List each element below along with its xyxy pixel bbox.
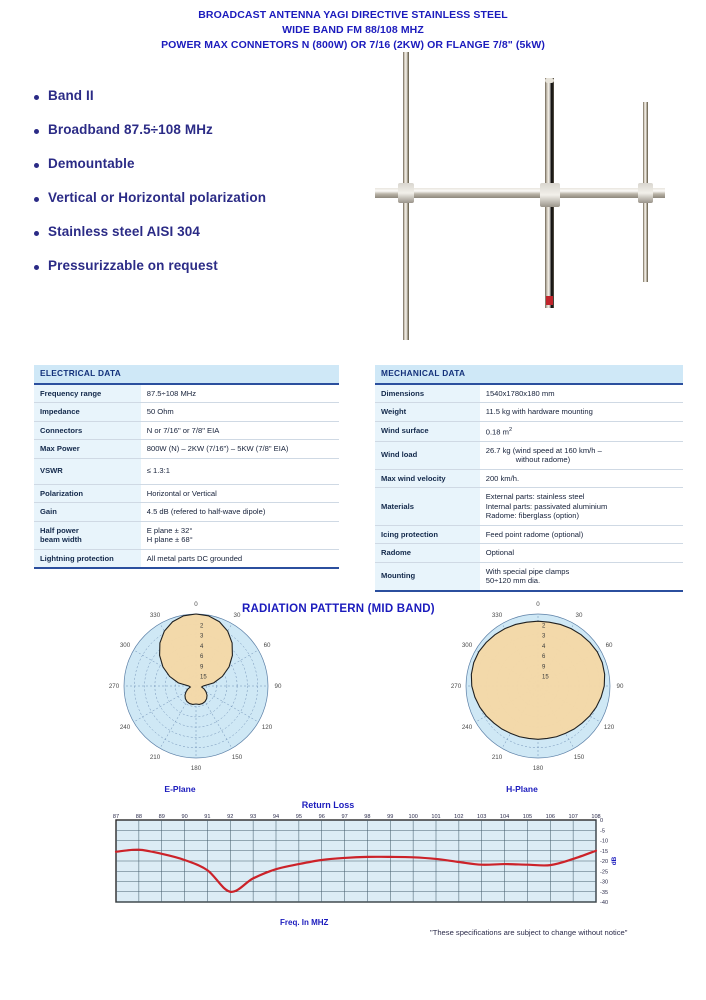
svg-text:9: 9 xyxy=(542,664,546,671)
feature-label: Broadband 87.5÷108 MHz xyxy=(48,122,213,137)
svg-text:103: 103 xyxy=(477,814,487,820)
svg-text:330: 330 xyxy=(149,611,161,619)
svg-text:15: 15 xyxy=(200,674,207,681)
svg-text:270: 270 xyxy=(108,683,120,690)
wind-surface-number: 0.18 m xyxy=(485,427,509,437)
materials-line1: External parts: stainless steel xyxy=(485,492,585,502)
row-key-line1: Half power xyxy=(40,525,79,535)
table-row xyxy=(375,403,683,422)
svg-text:300: 300 xyxy=(119,642,131,649)
row-value-halfpower xyxy=(141,521,339,549)
svg-text:107: 107 xyxy=(568,814,578,820)
row-key: Wind surface xyxy=(375,421,480,441)
row-key: Connectors xyxy=(34,421,141,440)
svg-text:100: 100 xyxy=(408,814,418,820)
row-value: 11.5 kg with hardware mounting xyxy=(480,403,683,422)
table-row xyxy=(375,525,683,544)
svg-text:3: 3 xyxy=(200,633,204,640)
svg-text:92: 92 xyxy=(227,814,234,820)
svg-text:30: 30 xyxy=(233,611,241,619)
svg-text:-35: -35 xyxy=(600,889,609,896)
return-loss-chart xyxy=(72,812,642,927)
feed-point-marker xyxy=(546,296,553,305)
row-value-line1: E plane ± 32° xyxy=(146,525,193,535)
svg-text:102: 102 xyxy=(454,814,464,820)
svg-text:6: 6 xyxy=(542,654,546,661)
svg-text:94: 94 xyxy=(272,814,280,820)
svg-text:101: 101 xyxy=(431,814,441,820)
svg-text:4: 4 xyxy=(200,643,204,650)
table-row xyxy=(34,458,339,484)
driven-element-cap xyxy=(545,78,554,83)
row-key: Max Power xyxy=(34,440,141,459)
svg-text:240: 240 xyxy=(119,724,131,731)
row-value: All metal parts DC grounded xyxy=(141,549,339,568)
materials-line3: Radome: fiberglass (option) xyxy=(485,511,579,521)
mounting-line1: With special pipe clamps xyxy=(485,566,570,576)
svg-text:87: 87 xyxy=(112,814,120,820)
svg-text:120: 120 xyxy=(261,724,273,731)
title-line-3: POWER MAX CONNETORS N (800W) OR 7/16 (2KW) OR FLANGE 7/8" (5kW) xyxy=(161,39,545,51)
svg-text:dB: dB xyxy=(611,856,618,866)
row-value: 1540x1780x180 mm xyxy=(480,384,683,403)
svg-text:-20: -20 xyxy=(600,859,609,865)
feature-label: Vertical or Horizontal polarization xyxy=(48,190,267,205)
svg-text:4: 4 xyxy=(542,643,546,650)
antenna-product-photo xyxy=(375,50,695,350)
svg-text:88: 88 xyxy=(135,814,142,820)
row-key: Radome xyxy=(375,544,480,563)
table-row xyxy=(34,521,339,549)
list-item xyxy=(34,88,364,104)
svg-text:150: 150 xyxy=(231,754,243,762)
antenna-boom xyxy=(375,188,665,198)
svg-text:270: 270 xyxy=(450,683,462,690)
svg-text:90: 90 xyxy=(181,814,188,820)
svg-text:89: 89 xyxy=(158,814,165,820)
row-key: VSWR xyxy=(34,458,141,484)
row-key: Mounting xyxy=(375,562,480,591)
electrical-data-table xyxy=(34,365,339,569)
list-item xyxy=(34,122,364,138)
svg-text:180: 180 xyxy=(190,765,202,772)
svg-text:104: 104 xyxy=(499,814,510,820)
bullet-dot-icon xyxy=(34,95,39,100)
row-value: N or 7/16" or 7/8" EIA xyxy=(141,421,339,440)
table-row xyxy=(375,421,683,441)
row-value: Feed point radome (optional) xyxy=(480,525,683,544)
bullet-dot-icon xyxy=(34,163,39,168)
table-header-row xyxy=(34,365,339,384)
row-value: 4.5 dB (refered to half-wave dipole) xyxy=(141,503,339,522)
mechanical-data-title: MECHANICAL DATA xyxy=(375,365,683,384)
table-row xyxy=(375,384,683,403)
svg-text:300: 300 xyxy=(461,642,473,649)
feature-list xyxy=(34,88,364,292)
row-key: Max wind velocity xyxy=(375,469,480,488)
svg-text:180: 180 xyxy=(532,765,544,772)
polar-chart-e-plane xyxy=(96,588,296,789)
svg-text:106: 106 xyxy=(545,814,555,820)
row-value-mounting xyxy=(480,562,683,591)
row-key-line2: beam width xyxy=(40,535,82,544)
mechanical-data-table xyxy=(375,365,683,592)
row-key: Impedance xyxy=(34,403,141,422)
table-row xyxy=(34,384,339,403)
svg-text:-5: -5 xyxy=(600,828,605,835)
row-value-line2: H plane ± 68° xyxy=(146,535,193,544)
row-key: Wind load xyxy=(375,441,480,469)
feature-label: Stainless steel AISI 304 xyxy=(48,224,200,239)
svg-text:0: 0 xyxy=(536,601,540,608)
footnote-disclaimer: "These specifications are subject to change without notice" xyxy=(430,928,628,937)
svg-text:93: 93 xyxy=(250,814,257,820)
svg-text:95: 95 xyxy=(295,814,302,820)
bullet-dot-icon xyxy=(34,129,39,134)
svg-text:210: 210 xyxy=(491,754,503,762)
table-header-row xyxy=(375,365,683,384)
svg-text:9: 9 xyxy=(200,664,204,671)
table-row xyxy=(375,441,683,469)
table-row xyxy=(375,562,683,591)
svg-text:210: 210 xyxy=(149,754,161,762)
title-line-2: WIDE BAND FM 88/108 MHZ xyxy=(282,24,424,36)
title-line-1: BROADCAST ANTENNA YAGI DIRECTIVE STAINLESS STEEL xyxy=(198,9,508,21)
svg-text:150: 150 xyxy=(573,754,585,762)
feature-label: Pressurizzable on request xyxy=(48,258,218,273)
element-clamp xyxy=(398,183,414,203)
polar-chart-h-plane xyxy=(438,588,638,789)
bullet-dot-icon xyxy=(34,231,39,236)
return-loss-xlabel: Freq. In MHZ xyxy=(280,918,329,927)
row-key: Materials xyxy=(375,488,480,526)
table-row xyxy=(34,421,339,440)
svg-text:108: 108 xyxy=(591,814,601,820)
svg-text:0: 0 xyxy=(194,601,198,608)
svg-text:98: 98 xyxy=(364,814,371,820)
bullet-dot-icon xyxy=(34,265,39,270)
svg-text:6: 6 xyxy=(200,654,204,661)
row-key: Icing protection xyxy=(375,525,480,544)
svg-text:-10: -10 xyxy=(600,838,609,845)
row-key: Gain xyxy=(34,503,141,522)
svg-text:105: 105 xyxy=(522,814,533,820)
svg-text:330: 330 xyxy=(491,611,503,619)
list-item xyxy=(34,190,364,206)
svg-text:2: 2 xyxy=(542,623,546,630)
table-row xyxy=(34,403,339,422)
svg-text:240: 240 xyxy=(461,724,473,731)
row-key: Polarization xyxy=(34,484,141,503)
row-value: 87.5÷108 MHz xyxy=(141,384,339,403)
row-value-materials xyxy=(480,488,683,526)
svg-text:30: 30 xyxy=(575,611,583,619)
table-row xyxy=(34,484,339,503)
e-plane-label: E-Plane xyxy=(164,784,196,794)
list-item xyxy=(34,224,364,240)
svg-text:3: 3 xyxy=(542,633,546,640)
svg-text:15: 15 xyxy=(542,674,549,681)
svg-text:120: 120 xyxy=(603,724,615,731)
bullet-dot-icon xyxy=(34,197,39,202)
wind-load-line1: 26.7 kg (wind speed at 160 km/h – xyxy=(485,445,602,455)
svg-text:91: 91 xyxy=(204,814,211,820)
svg-text:0: 0 xyxy=(600,818,604,824)
return-loss-title xyxy=(0,800,706,810)
svg-text:60: 60 xyxy=(263,642,271,649)
wind-surface-exponent: 2 xyxy=(508,426,513,433)
element-clamp xyxy=(540,183,560,207)
svg-text:99: 99 xyxy=(387,814,394,820)
svg-text:60: 60 xyxy=(605,642,613,649)
row-key: Dimensions xyxy=(375,384,480,403)
mounting-line2: 50÷120 mm dia. xyxy=(485,576,541,586)
svg-text:-25: -25 xyxy=(600,869,609,876)
return-loss-title-text: Return Loss xyxy=(301,800,355,810)
radiation-pattern-title: RADIATION PATTERN (MID BAND) xyxy=(242,603,435,615)
row-key-halfpower xyxy=(34,521,141,549)
feature-label: Demountable xyxy=(48,156,135,171)
svg-text:90: 90 xyxy=(274,683,282,690)
electrical-data-title: ELECTRICAL DATA xyxy=(34,365,339,384)
row-value: ≤ 1.3:1 xyxy=(141,458,339,484)
svg-text:-30: -30 xyxy=(600,879,609,886)
list-item xyxy=(34,258,364,274)
feature-label: Band II xyxy=(48,88,94,103)
element-clamp xyxy=(638,183,653,203)
table-row xyxy=(375,544,683,563)
table-row xyxy=(34,440,339,459)
table-row xyxy=(375,488,683,526)
h-plane-label: H-Plane xyxy=(506,784,538,794)
svg-text:90: 90 xyxy=(616,683,624,690)
table-row xyxy=(375,469,683,488)
svg-text:2: 2 xyxy=(200,623,204,630)
row-value: 800W (N) – 2KW (7/16") – 5KW (7/8" EIA) xyxy=(141,440,339,459)
svg-text:96: 96 xyxy=(318,814,325,820)
wind-load-line2: without radome) xyxy=(515,455,571,465)
row-key: Weight xyxy=(375,403,480,422)
row-value: 50 Ohm xyxy=(141,403,339,422)
materials-line2: Internal parts: passivated aluminium xyxy=(485,501,608,511)
row-value: Horizontal or Vertical xyxy=(141,484,339,503)
row-key: Frequency range xyxy=(34,384,141,403)
table-row xyxy=(34,549,339,568)
table-row xyxy=(34,503,339,522)
row-key: Lightning protection xyxy=(34,549,141,568)
list-item xyxy=(34,156,364,172)
row-value-wind-surface xyxy=(480,421,683,441)
page-title xyxy=(0,0,706,53)
svg-text:-15: -15 xyxy=(600,848,609,855)
svg-text:97: 97 xyxy=(341,814,348,820)
row-value: 200 km/h. xyxy=(480,469,683,488)
row-value: Optional xyxy=(480,544,683,563)
row-value-wind-load xyxy=(480,441,683,469)
svg-text:-40: -40 xyxy=(600,900,609,906)
